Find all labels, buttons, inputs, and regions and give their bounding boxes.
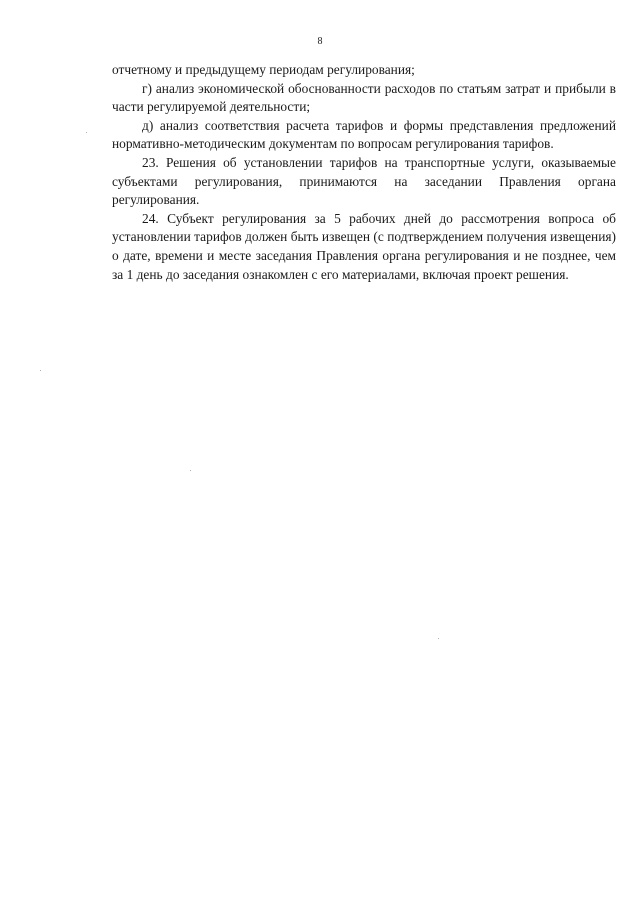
page-number: 8 xyxy=(317,36,323,47)
paragraph-continuation: отчетному и предыдущему периодам регулирования; xyxy=(112,62,415,77)
paragraph-item-d: д) анализ соответствия расчета тарифов и формы представления предложений нормативно-методическим документам по вопросам регулирования тарифов. xyxy=(112,117,616,152)
scan-speck xyxy=(86,132,87,133)
paragraph-24: 24. Субъект регулирования за 5 рабочих дней до рассмотрения вопроса об установлении тарифов должен быть извещен (с подтверждением получения извещения) о дате, времени и месте заседания Правления органа регулирования и не позднее, чем за 1 день до заседания ознакомлен с его материалами, включая проект решения. xyxy=(112,210,616,282)
scan-speck xyxy=(190,470,191,471)
paragraph-item-g: г) анализ экономической обоснованности расходов по статьям затрат и прибыли в части регулируемой деятельности; xyxy=(112,80,616,115)
scan-speck xyxy=(40,370,41,371)
scan-speck xyxy=(438,638,439,639)
paragraph-23: 23. Решения об установлении тарифов на транспортные услуги, оказываемые субъектами регулирования, принимаются на заседании Правления органа регулирования. xyxy=(112,154,616,208)
document-body xyxy=(112,61,616,284)
